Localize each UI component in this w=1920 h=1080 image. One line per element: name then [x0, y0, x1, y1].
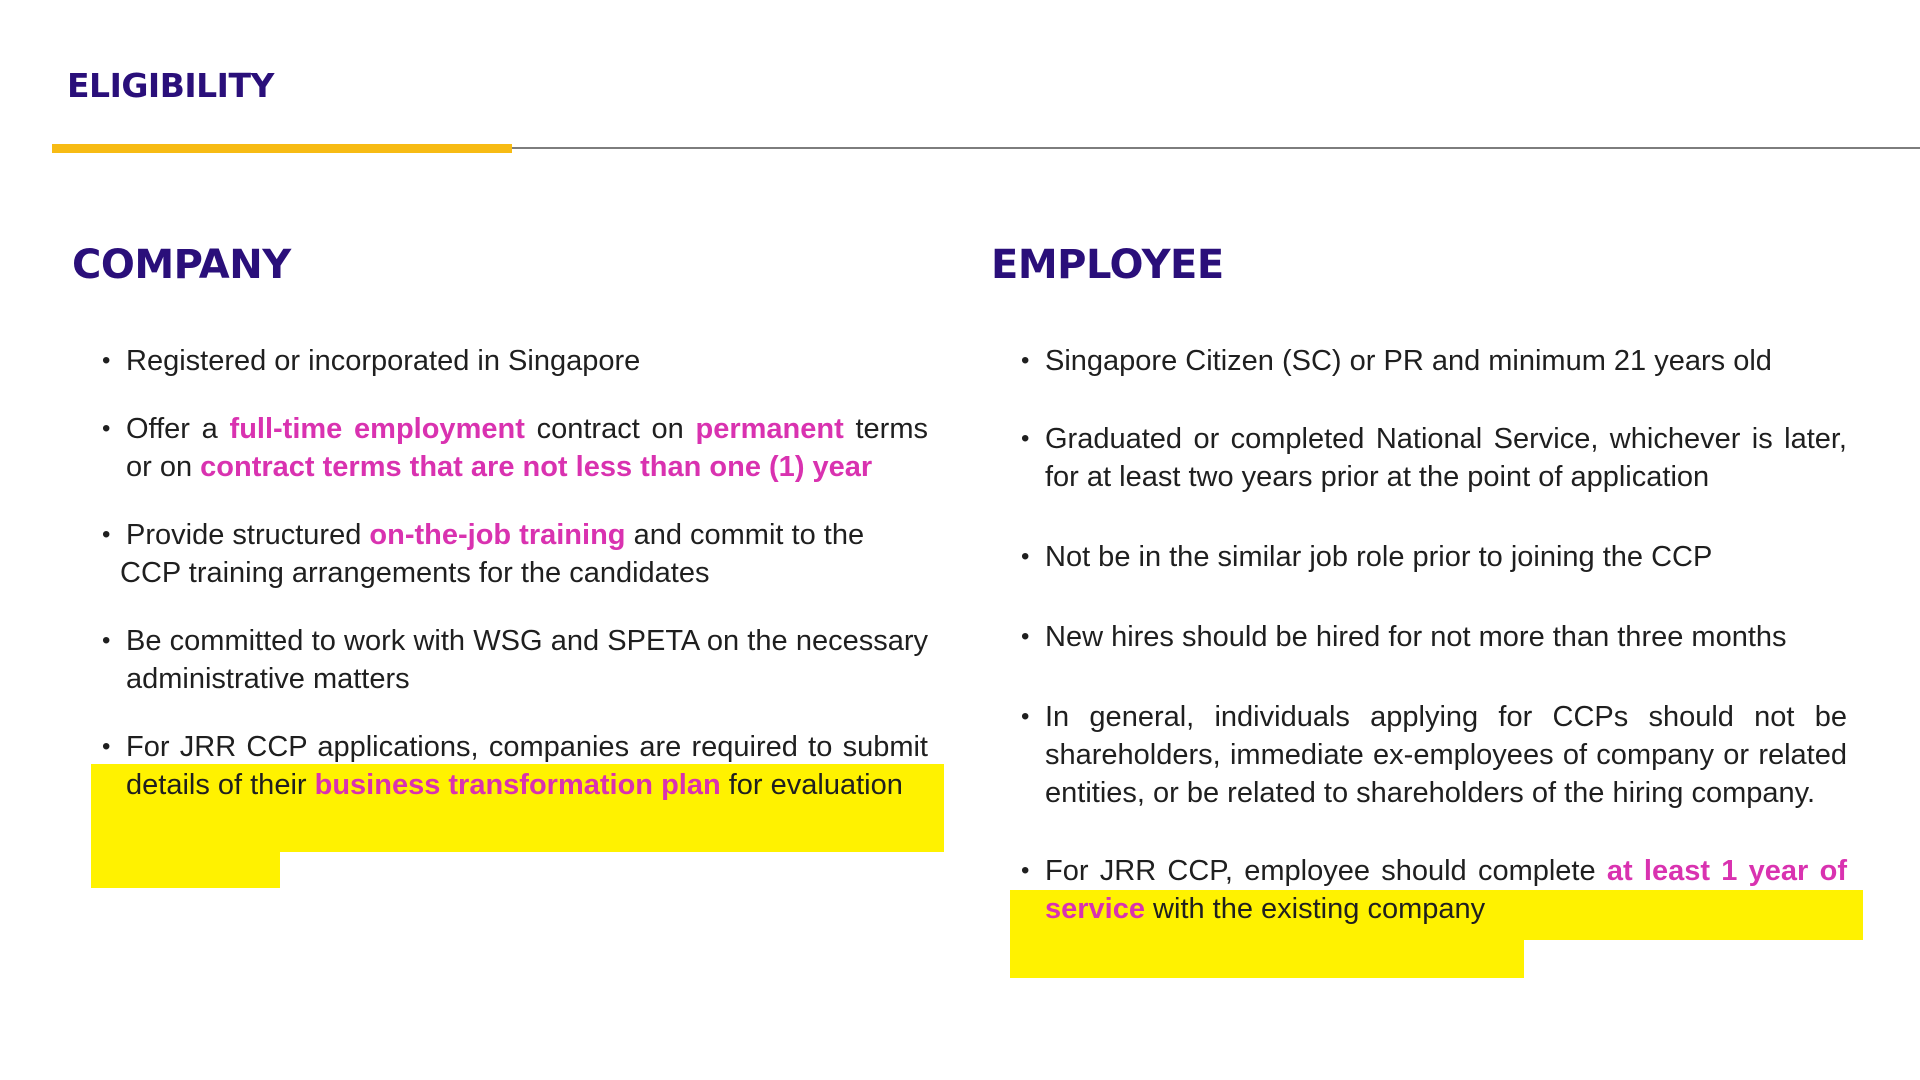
employee-criteria-list [1015, 342, 1851, 928]
list-item-highlighted [96, 728, 932, 804]
bullet-icon: • [102, 415, 111, 442]
bullet-icon: • [1021, 703, 1030, 730]
item-text: for evaluation [720, 769, 903, 801]
item-text: For JRR CCP applications, companies are required to submit details of their [126, 731, 928, 801]
company-criteria-list [96, 342, 932, 804]
bullet-icon: • [102, 521, 111, 548]
list-item [1015, 420, 1851, 496]
bullet-icon: • [1021, 857, 1030, 884]
bullet-icon: • [1021, 623, 1030, 650]
item-text: Singapore Citizen (SC) or PR and minimum 21 years old [1045, 345, 1772, 377]
bullet-icon: • [1021, 347, 1030, 374]
item-text: terms or on [126, 413, 928, 483]
item-text: contract on [524, 413, 696, 445]
item-text: with the existing company [1145, 893, 1486, 925]
item-text: Offer a [126, 413, 230, 445]
list-item [1015, 698, 1851, 812]
header-divider [512, 147, 1920, 149]
item-text: In general, individuals applying for CCPs should not be shareholders, immediate ex-employees of company or related entities, or be related to shareholders of the hiring company. [1045, 701, 1847, 809]
item-text: Be committed to work with WSG and SPETA on the necessary administrative matters [126, 625, 928, 695]
item-highlight: contract terms that are not less than one (1) year [200, 451, 873, 483]
item-highlight: business transformation plan [314, 769, 721, 801]
list-item [1015, 618, 1851, 656]
item-highlight: at least 1 year of service [1045, 855, 1847, 925]
item-text: Registered or incorporated in Singapore [126, 345, 641, 377]
item-highlight: permanent [695, 413, 844, 445]
bullet-icon: • [1021, 543, 1030, 570]
bullet-icon: • [102, 627, 111, 654]
item-text: New hires should be hired for not more than three months [1045, 621, 1787, 653]
company-column-title: COMPANY [72, 242, 291, 288]
item-text: For JRR CCP, employee should complete [1045, 855, 1607, 887]
list-item [96, 410, 932, 486]
employee-column-title: EMPLOYEE [991, 242, 1224, 288]
item-highlight: full-time employment [229, 413, 525, 445]
bullet-icon: • [102, 347, 111, 374]
list-item [1015, 342, 1851, 380]
item-text: and commit to the [625, 519, 865, 551]
list-item [96, 516, 932, 592]
company-last-item-highlight-tail [91, 850, 280, 888]
accent-underline [52, 144, 512, 153]
page-title: ELIGIBILITY [67, 66, 274, 105]
employee-last-item-highlight-tail [1010, 938, 1524, 978]
list-item [96, 342, 932, 380]
item-highlight: on-the-job training [369, 519, 626, 551]
list-item [96, 622, 932, 698]
item-text: CCP training arrangements for the candidates [120, 557, 710, 589]
item-text: Graduated or completed National Service, whichever is later, for at least two years prior at the point of application [1045, 423, 1847, 493]
bullet-icon: • [102, 733, 111, 760]
item-text: Not be in the similar job role prior to joining the CCP [1045, 541, 1713, 573]
bullet-icon: • [1021, 425, 1030, 452]
list-item [1015, 538, 1851, 576]
item-text: Provide structured [126, 519, 370, 551]
list-item-highlighted [1015, 852, 1851, 928]
